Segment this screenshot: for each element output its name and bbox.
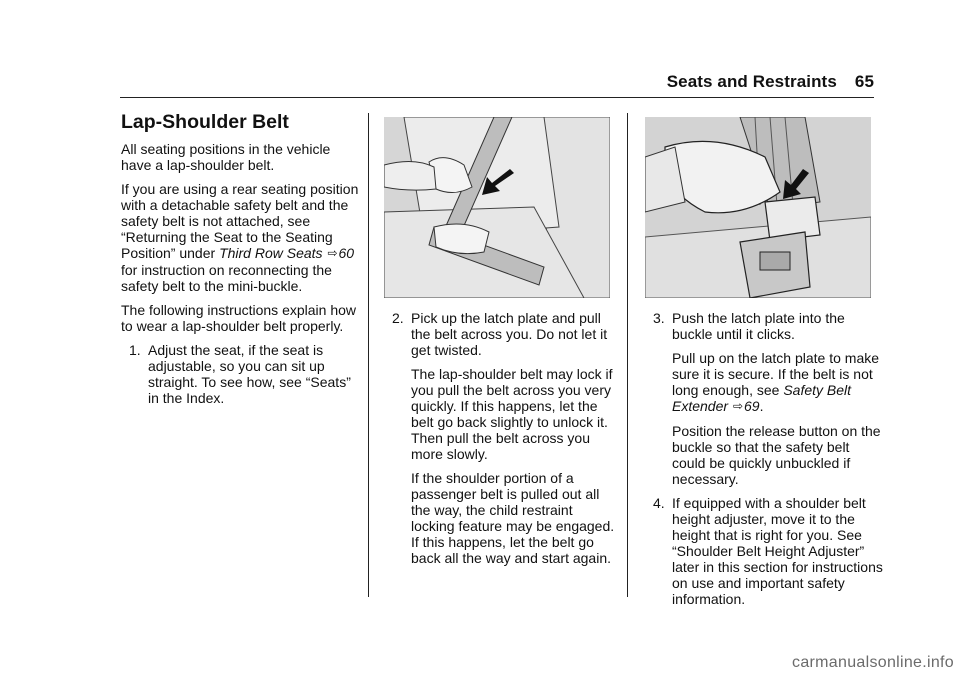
step-number: 2. xyxy=(392,310,404,326)
step-4 xyxy=(645,495,885,607)
step-number: 4. xyxy=(653,495,665,511)
step-number: 1. xyxy=(129,342,141,358)
step-2 xyxy=(384,310,620,566)
link-text: Third Row Seats xyxy=(219,245,323,261)
step-number: 3. xyxy=(653,310,665,326)
link-page-number: 60 xyxy=(338,245,355,261)
step-text-detail: Position the release button on the buckle so that the safety belt could be quickly unbuckled if necessary. xyxy=(672,423,881,487)
paragraph-text: . xyxy=(759,398,764,414)
latch-plate-illustration xyxy=(384,117,610,298)
step-3 xyxy=(645,310,885,487)
page-reference-icon: ⇨ xyxy=(327,246,338,260)
instructions-paragraph: The following instructions explain how to wear a lap-shoulder belt properly. xyxy=(121,302,357,334)
column-divider-1 xyxy=(368,113,369,597)
step-text-detail: If the shoulder portion of a passenger belt is pulled out all the way, the child restraint locking feature may be engaged. If this happens, let the belt go back all the way and start again. xyxy=(411,470,615,566)
paragraph-text: Pull up on the latch plate to make sure it is secure. If the belt is not long enough, see xyxy=(672,350,880,398)
right-column xyxy=(645,310,885,615)
buckle-illustration xyxy=(645,117,871,298)
column-divider-2 xyxy=(627,113,628,597)
link-text: Safety Belt Extender xyxy=(672,382,852,414)
step-text: Pick up the latch plate and pull the belt across you. Do not let it get twisted. xyxy=(411,310,608,358)
header-rule xyxy=(120,97,874,98)
step-text-detail xyxy=(672,350,885,415)
step-text: Adjust the seat, if the seat is adjustable, so you can sit up straight. To see how, see “Seats” in the Index. xyxy=(148,342,351,406)
page-header xyxy=(0,72,874,92)
paragraph-text: If you are using a rear seating position with a detachable safety belt and the safety belt is not attached, see “Returning the Seat to the Seating Position” under xyxy=(121,181,359,261)
step-1 xyxy=(121,342,361,406)
middle-column xyxy=(384,310,620,574)
intro-paragraph: All seating positions in the vehicle have a lap-shoulder belt. xyxy=(121,141,331,173)
step-text-detail: The lap-shoulder belt may lock if you pull the belt across you very quickly. If this happens, let the belt go back slightly to unlock it. Then pull the belt across you more slowly. xyxy=(411,366,613,462)
page-reference-icon: ⇨ xyxy=(732,399,743,413)
section-heading: Lap-Shoulder Belt xyxy=(121,111,289,133)
step-text: Push the latch plate into the buckle until it clicks. xyxy=(672,310,845,342)
left-column xyxy=(121,111,361,414)
detachable-belt-paragraph xyxy=(121,181,361,294)
watermark: carmanualsonline.info xyxy=(792,654,954,671)
link-page-number: 69 xyxy=(744,398,760,414)
third-row-seats-link[interactable] xyxy=(219,245,354,261)
step-text: If equipped with a shoulder belt height adjuster, move it to the height that is right for you. See “Shoulder Belt Height Adjuster” later in this section for instructions on use and important safety information. xyxy=(672,495,883,607)
paragraph-text: for instruction on reconnecting the safety belt to the mini-buckle. xyxy=(121,262,332,294)
page-number: 65 xyxy=(854,72,874,91)
section-title: Seats and Restraints xyxy=(666,72,837,91)
